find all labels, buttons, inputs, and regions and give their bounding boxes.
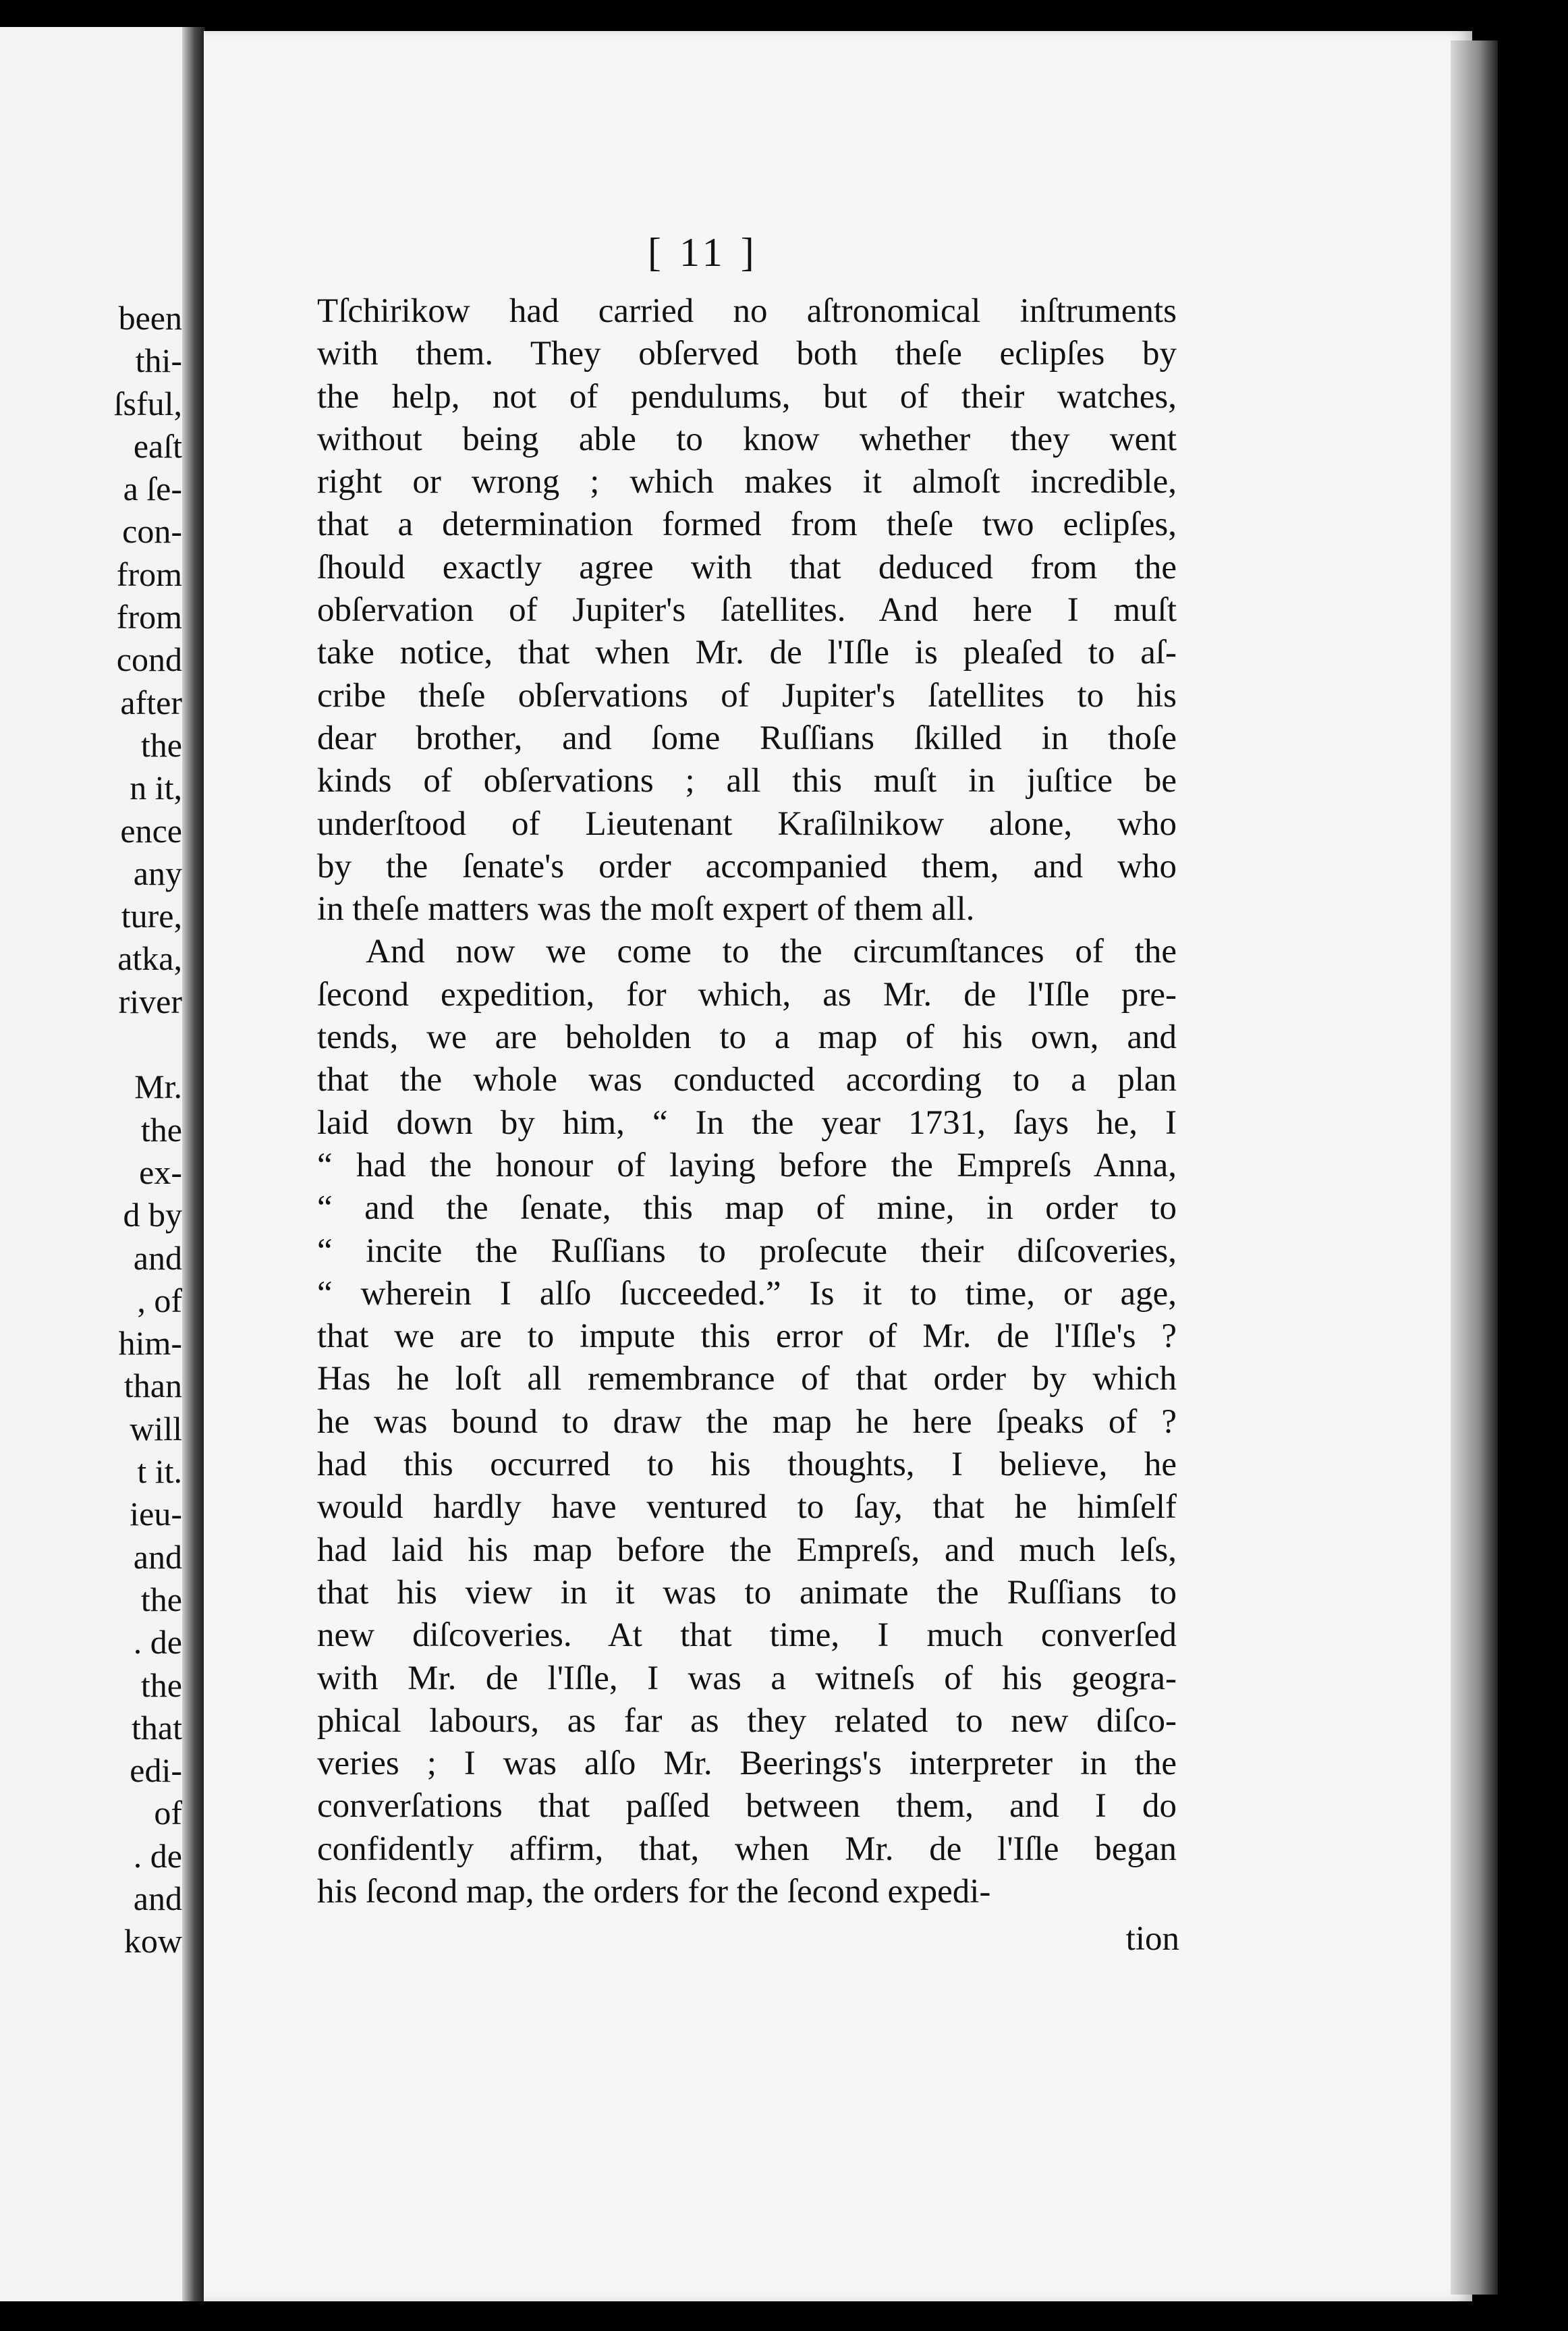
facing-page-fragment: cond — [116, 640, 182, 679]
book-gutter — [182, 27, 205, 2301]
text-line: “ and the ſenate, this map of mine, in order to — [317, 1189, 1177, 1228]
facing-page-fragment: ence — [120, 811, 182, 850]
facing-page-fragment: ſsful, — [113, 384, 182, 422]
facing-page-fragment: and — [133, 1537, 182, 1576]
facing-page-fragment: and — [133, 1879, 182, 1917]
text-line: with them. They obſerved both theſe eclipſes by — [317, 335, 1177, 373]
text-line: without being able to know whether they went — [317, 420, 1177, 458]
text-line: would hardly have ventured to ſay, that he himſelf — [317, 1488, 1177, 1527]
text-line: cribe theſe obſervations of Jupiter's ſatellites to his — [317, 676, 1177, 715]
text-line: tends, we are beholden to a map of his own, and — [317, 1018, 1177, 1057]
facing-page — [0, 27, 186, 2301]
facing-page-fragment: river — [118, 982, 182, 1020]
text-line: he was bound to draw the map he here ſpeaks of ? — [317, 1402, 1177, 1441]
text-line: by the ſenate's order accompanied them, and who — [317, 847, 1177, 885]
facing-page-fragment: ex- — [139, 1153, 182, 1191]
facing-page-fragment: the — [140, 1666, 182, 1704]
facing-page-fragment: Mr. — [134, 1068, 182, 1106]
facing-page-fragment: eaſt — [133, 427, 182, 465]
text-line: that we are to impute this error of Mr. de l'Iſle's ? — [317, 1317, 1177, 1356]
facing-page-fragment: edi- — [130, 1751, 182, 1790]
text-line: kinds of obſervations ; all this muſt in juſtice be — [317, 762, 1177, 800]
facing-page-fragment: than — [123, 1367, 182, 1405]
page-number: [ 11 ] — [648, 230, 758, 275]
facing-page-fragment: ieu- — [130, 1495, 182, 1533]
facing-page-fragment: d by — [123, 1196, 182, 1234]
facing-page-fragment: from — [116, 598, 182, 636]
page-edge-shadow — [1451, 40, 1498, 2295]
text-line: in theſe matters was the moſt expert of them all. — [317, 890, 975, 929]
facing-page-fragment: that — [132, 1708, 182, 1747]
facing-page-fragment: will — [130, 1409, 182, 1448]
text-line: laid down by him, “ In the year 1731, ſays he, I — [317, 1103, 1177, 1142]
text-line: that a determination formed from theſe two eclipſes, — [317, 505, 1177, 544]
text-line: new diſcoveries. At that time, I much converſed — [317, 1616, 1177, 1655]
facing-page-fragment: . de — [133, 1623, 182, 1662]
facing-page-fragment: the — [140, 1580, 182, 1618]
facing-page-fragment: him- — [118, 1324, 182, 1363]
text-line: ſecond expedition, for which, as Mr. de l'Iſle pre- — [317, 975, 1177, 1014]
facing-page-fragment: atka, — [117, 939, 182, 978]
text-line: had this occurred to his thoughts, I believe, he — [317, 1446, 1177, 1484]
text-line: Tſchirikow had carried no aſtronomical inſtruments — [317, 292, 1177, 330]
catchword: tion — [1125, 1920, 1179, 1958]
text-line: converſations that paſſed between them, and I do — [317, 1787, 1177, 1826]
text-line: that his view in it was to animate the Ruſſians to — [317, 1573, 1177, 1612]
text-line: had laid his map before the Empreſs, and much leſs, — [317, 1531, 1177, 1569]
facing-page-text-fragments — [114, 297, 182, 1963]
text-line: Has he loſt all remembrance of that order by which — [317, 1360, 1177, 1398]
facing-page-fragment: any — [133, 854, 182, 892]
text-line: “ had the honour of laying before the Empreſs Anna, — [317, 1146, 1177, 1184]
facing-page-fragment: . de — [133, 1836, 182, 1875]
text-line: “ incite the Ruſſians to proſecute their diſcoveries, — [317, 1232, 1177, 1270]
facing-page-fragment: a ſe- — [123, 470, 182, 508]
facing-page-fragment: been — [118, 299, 182, 337]
text-line: phical labours, as far as they related to new diſco- — [317, 1701, 1177, 1740]
text-line: confidently affirm, that, when Mr. de l'Iſle began — [317, 1830, 1177, 1868]
text-line: And now we come to the circumſtances of the — [366, 933, 1177, 971]
text-line: that the whole was conducted according to a plan — [317, 1061, 1177, 1099]
facing-page-fragment: thi- — [135, 341, 182, 380]
facing-page-fragment: after — [120, 683, 182, 721]
facing-page-fragment: and — [133, 1238, 182, 1277]
text-line: veries ; I was alſo Mr. Beerings's interpreter in the — [317, 1745, 1177, 1783]
facing-page-fragment — [114, 1023, 182, 1066]
facing-page-fragment: ture, — [121, 897, 182, 935]
facing-page-fragment: the — [140, 1110, 182, 1149]
text-line: obſervation of Jupiter's ſatellites. And here I muſt — [317, 591, 1177, 630]
facing-page-fragment: of — [154, 1794, 182, 1832]
text-line: dear brother, and ſome Ruſſians ſkilled in thoſe — [317, 719, 1177, 757]
facing-page-fragment: the — [140, 725, 182, 764]
facing-page-fragment: t it. — [137, 1452, 182, 1491]
text-line: right or wrong ; which makes it almoſt incredible, — [317, 463, 1177, 501]
text-line: take notice, that when Mr. de l'Iſle is pleaſed to aſ- — [317, 634, 1177, 672]
text-line: underſtood of Lieutenant Kraſilnikow alone, who — [317, 804, 1177, 843]
facing-page-fragment: n it, — [130, 769, 182, 807]
body-text — [317, 290, 1177, 1913]
facing-page-fragment: from — [116, 555, 182, 593]
text-line: “ wherein I alſo ſucceeded.” Is it to time, or age, — [317, 1274, 1177, 1313]
facing-page-fragment: , of — [137, 1281, 182, 1319]
facing-page-fragment: con- — [122, 512, 182, 551]
text-line: the help, not of pendulums, but of their watches, — [317, 377, 1177, 416]
text-line: with Mr. de l'Iſle, I was a witneſs of his geogra- — [317, 1659, 1177, 1697]
facing-page-fragment: kow — [123, 1922, 182, 1960]
text-line: his ſecond map, the orders for the ſecond expedi- — [317, 1872, 991, 1911]
text-line: ſhould exactly agree with that deduced from the — [317, 548, 1177, 586]
